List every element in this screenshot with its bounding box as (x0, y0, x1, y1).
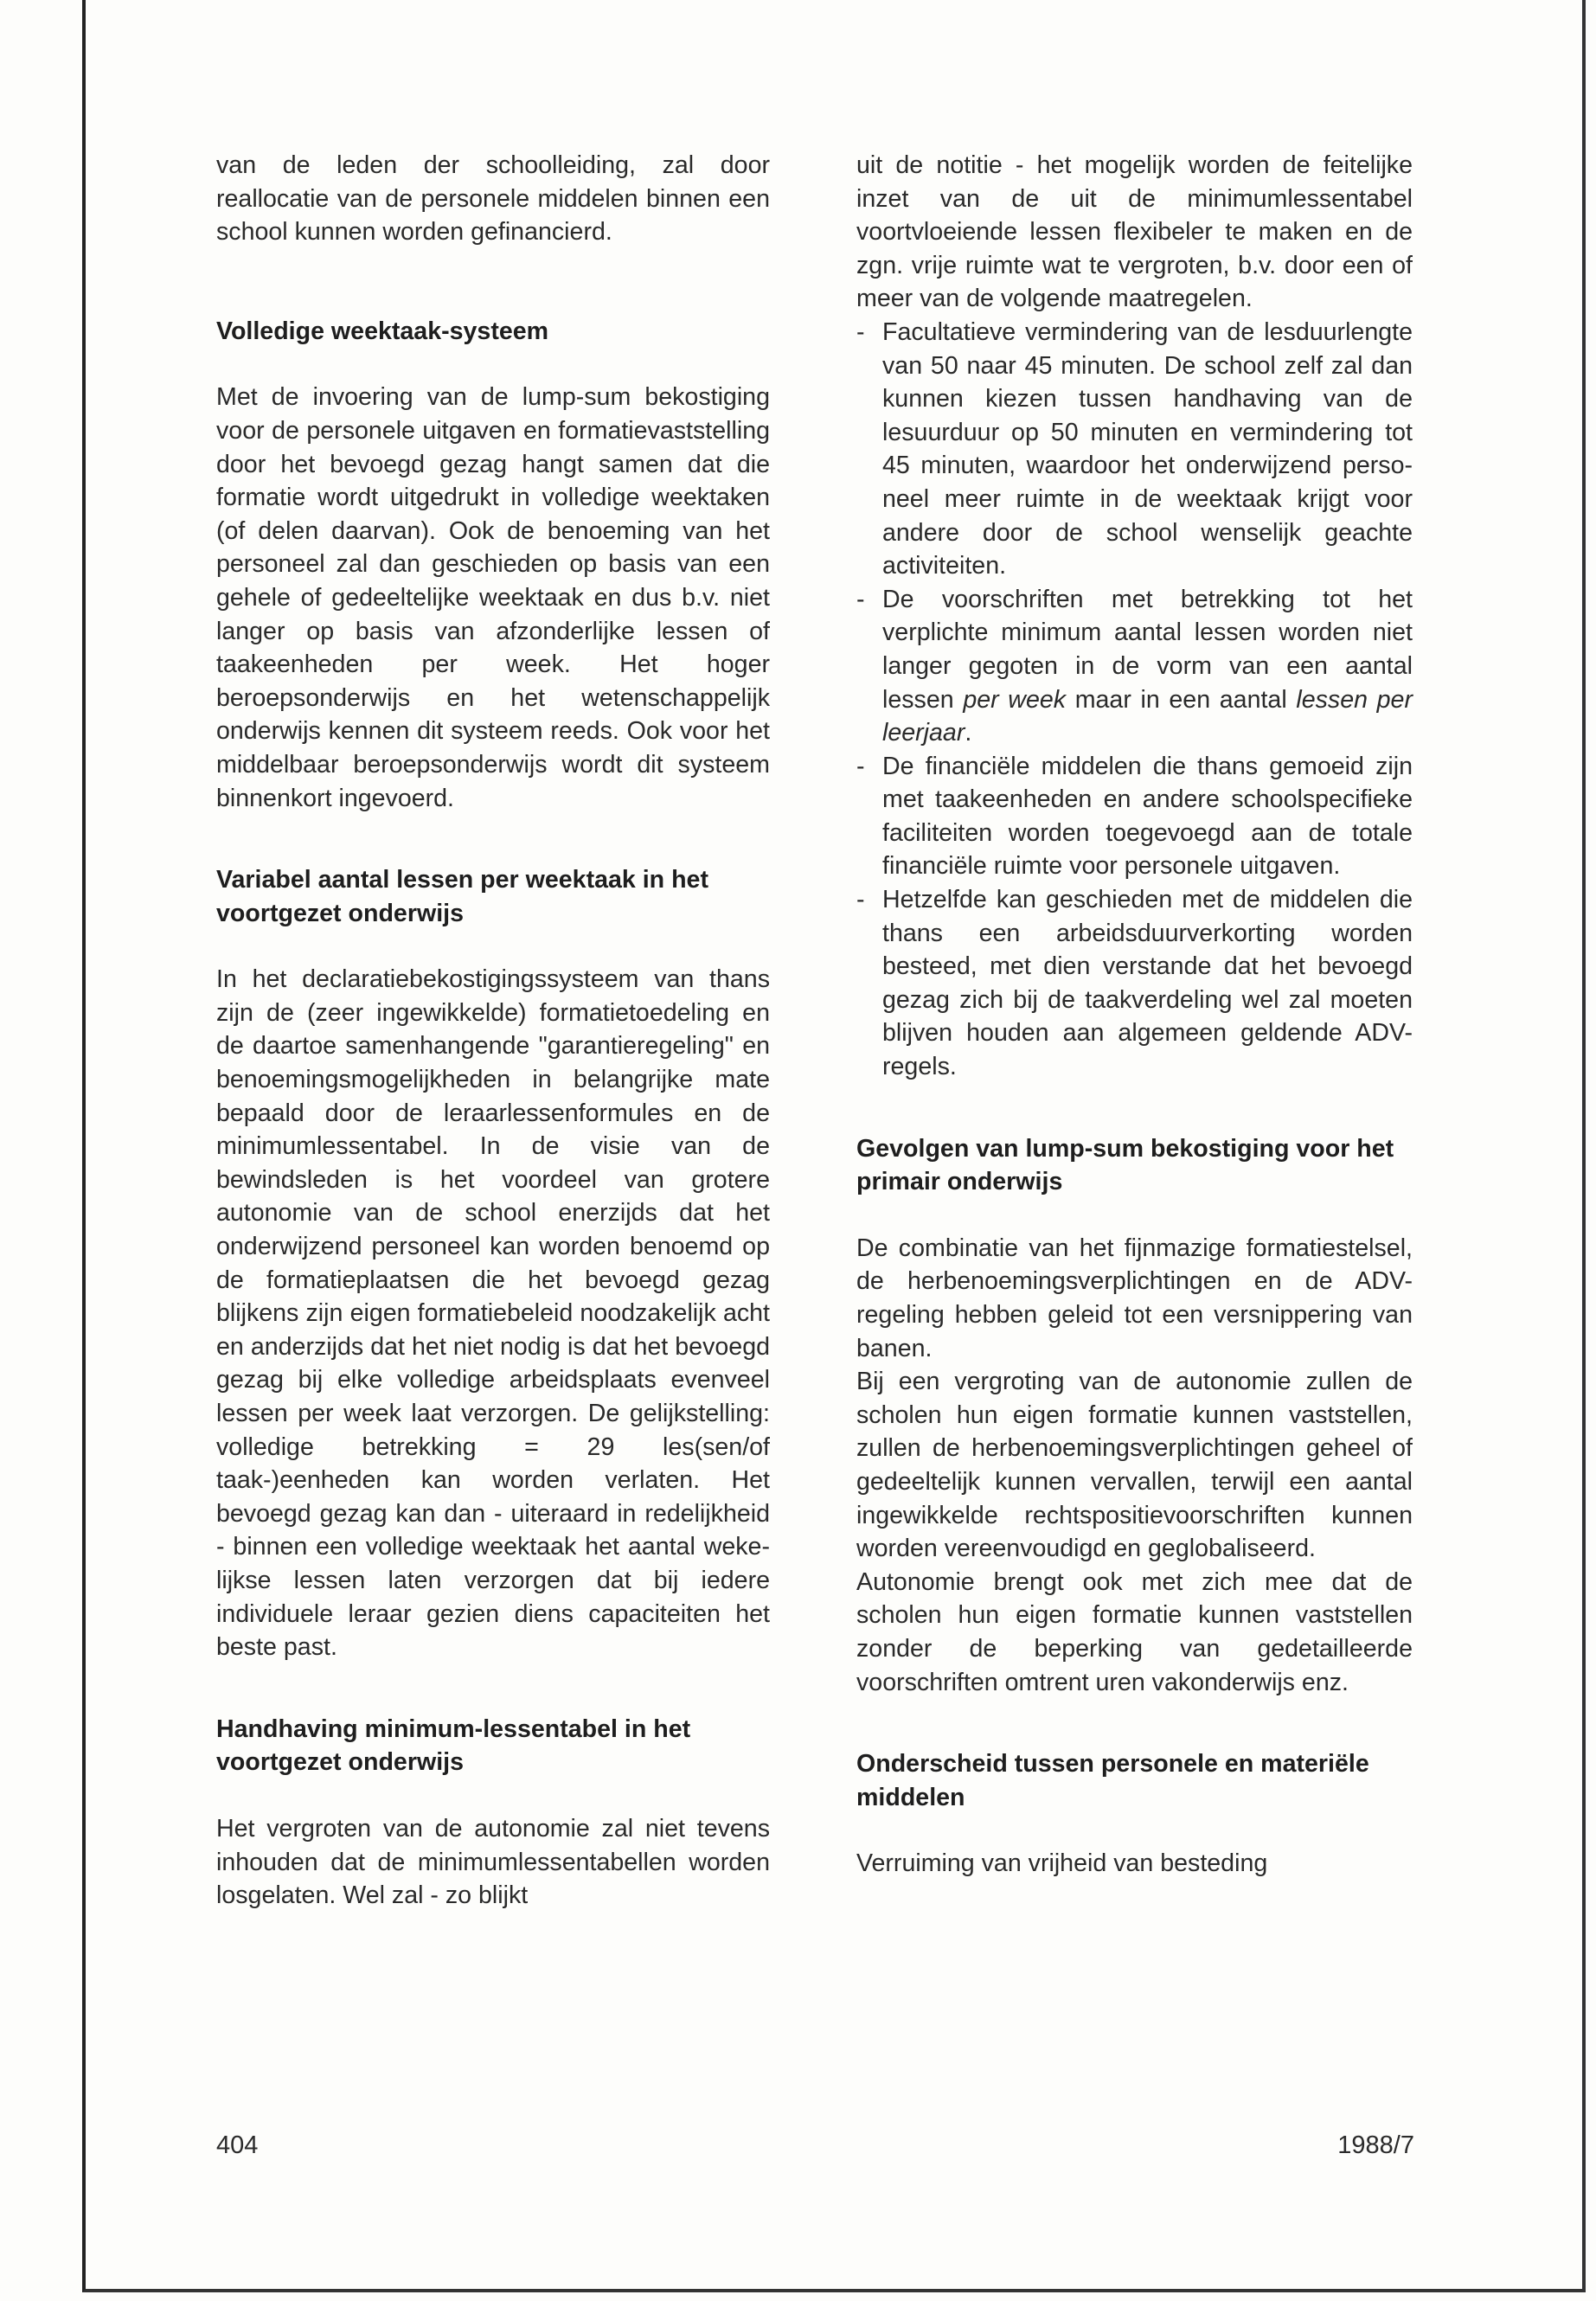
list-item (856, 316, 1413, 583)
dash-marker: - (856, 585, 865, 613)
dash-marker: - (856, 886, 865, 914)
heading-handhaving-minimum-lessentabel: Handhaving minimum-lessentabel in het voortgezet onderwijs (216, 1715, 691, 1777)
heading-gevolgen-lump-sum: Gevolgen van lump-sum bekostiging voor het primair onderwijs (856, 1134, 1394, 1196)
issue-number: 1988/7 (1337, 2131, 1414, 2159)
list-item-text-middle: maar in een aantal (1066, 685, 1297, 714)
page-number: 404 (216, 2131, 259, 2159)
heading-volledige-weektaak: Volledige weektaak-systeem (216, 317, 549, 345)
dash-marker: - (856, 317, 865, 346)
list-item (856, 883, 1413, 1084)
left-intro-paragraph: van de leden der schoolleiding, zal door reallocatie van de personele middelen binnen een school kunnen worden gefinancierd. (216, 151, 770, 247)
emphasis-per-leerjaar: lessen per leerjaar (882, 685, 1413, 747)
list-item-text-end: . (965, 719, 972, 747)
variabel-paragraph: In het declaratiebekostigingssysteem van thans zijn de (zeer ingewikkelde) formatietoedeling en de daartoe samenhangende "garantieregeling" en benoemingsmogelijkheden in belangrijke mate bepaald door de leraarlessenformules en de minimumlessentabel. In de visie van de bewindsleden is het voordeel van grotere autonomie van de school enerzijds dat het onderwijzend personeel kan worden benoemd op de formatieplaatsen die het bevoegd gezag blijkens zijn eigen formatiebeleid noodzakelijk acht en anderzijds dat het niet nodig is dat het bevoegd gezag bij elke volledige arbeidsplaats evenveel lessen per week laat verzorgen. De gelijkstelling: volledige betrekking = 29 les(sen/of taak-)eenheden kan worden verlaten. Het bevoegd gezag kan dan - uiteraard in redelijkheid - binnen een volledige weektaak het aantal wekelijkse lessen laten verzorgen dat bij iedere individuele leraar gezien diens capaciteiten het beste past. (216, 965, 770, 1662)
gevolgen-paragraph-2: Bij een vergroting van de autonomie zullen de scholen hun eigen formatie kunnen vaststellen, zullen de herbenoemingsverplichtingen geheel of gedeeltelijk kunnen vervallen, terwijl een aantal ingewikkelde rechtspositievoorschriften kunnen worden vereenvoudigd en geglobaliseerd. (856, 1368, 1413, 1563)
right-intro-paragraph: uit de notitie - het mogelijk worden de feitelijke inzet van de uit de minimumlessentabel voortvloeiende lessen flexibeler te maken en de zgn. vrije ruimte wat te vergroten, b.v. door een of meer van de volgende maatregelen. (856, 151, 1413, 313)
left-column (216, 149, 770, 1913)
list-item-text: De voorschriften met betrekking tot het verplichte minimum aantal lessen worden niet langer gegoten in de vorm van een aantal lessen (882, 585, 1413, 714)
emphasis-per-week: per week (963, 685, 1067, 714)
list-item (856, 750, 1413, 883)
list-item (856, 583, 1413, 750)
dash-marker: - (856, 752, 865, 780)
list-item-text: Hetzelfde kan geschieden met de middelen die thans een arbeidsduurverkorting worden besteed, met dien verstande dat het bevoegd gezag zich bij de taakverdeling wel zal moeten blijven houden aan algemeen geldende ADV-regels. (882, 886, 1413, 1081)
right-column (856, 149, 1413, 1881)
list-item-text: De financiële middelen die thans gemoeid zijn met taakeenheden en andere schoolspecifieke faciliteiten worden toegevoegd aan de totale financiële ruimte voor personele uitgaven. (882, 752, 1413, 881)
gevolgen-paragraph-3: Autonomie brengt ook met zich mee dat de scholen hun eigen formatie kunnen vaststellen zonder de beperking van gedetailleerde voorschriften omtrent uren vakonderwijs enz. (856, 1567, 1413, 1696)
weektaak-paragraph: Met de invoering van de lump-sum bekostiging voor de personele uitgaven en formatievaststelling door het bevoegd gezag hangt samen dat die formatie wordt uitgedrukt in volledige weektaken (of delen daarvan). Ook de benoeming van het personeel zal dan geschieden op basis van een gehele of gedeeltelijke weektaak en dus b.v. niet langer op basis van afzonderlijke lessen of taakeenheden per week. Het hoger beroepsonderwijs en het wetenschappelijk onderwijs kennen dit systeem reeds. Ook voor het middelbaar beroepsonderwijs wordt dit systeem binnenkort ingevoerd. (216, 383, 770, 812)
gevolgen-paragraph-1: De combinatie van het fijnmazige formatiestelsel, de herbenoemingsverplichtingen en de ADV-regeling hebben geleid tot een versnippering van banen. (856, 1234, 1413, 1362)
onderscheid-paragraph: Verruiming van vrijheid van besteding (856, 1849, 1268, 1878)
list-item-text: Facultatieve vermindering van de lesduurlengte van 50 naar 45 minuten. De school zelf zal dan kunnen kiezen tussen handhaving van de lesuurduur op 50 minuten en vermindering tot 45 minuten, waardoor het onderwijzend personeel meer ruimte in de weektaak krijgt voor andere door de school wenselijk geachte activiteiten. (882, 317, 1413, 580)
heading-variabel-aantal-lessen: Variabel aantal lessen per weektaak in het voortgezet onderwijs (216, 866, 708, 927)
handhaving-paragraph: Het vergroten van de autonomie zal niet tevens inhouden dat de minimumlessentabellen worden losgelaten. Wel zal - zo blijkt (216, 1814, 770, 1910)
maatregelen-list (856, 316, 1413, 1084)
heading-onderscheid-middelen: Onderscheid tussen personele en materiële middelen (856, 1750, 1369, 1811)
